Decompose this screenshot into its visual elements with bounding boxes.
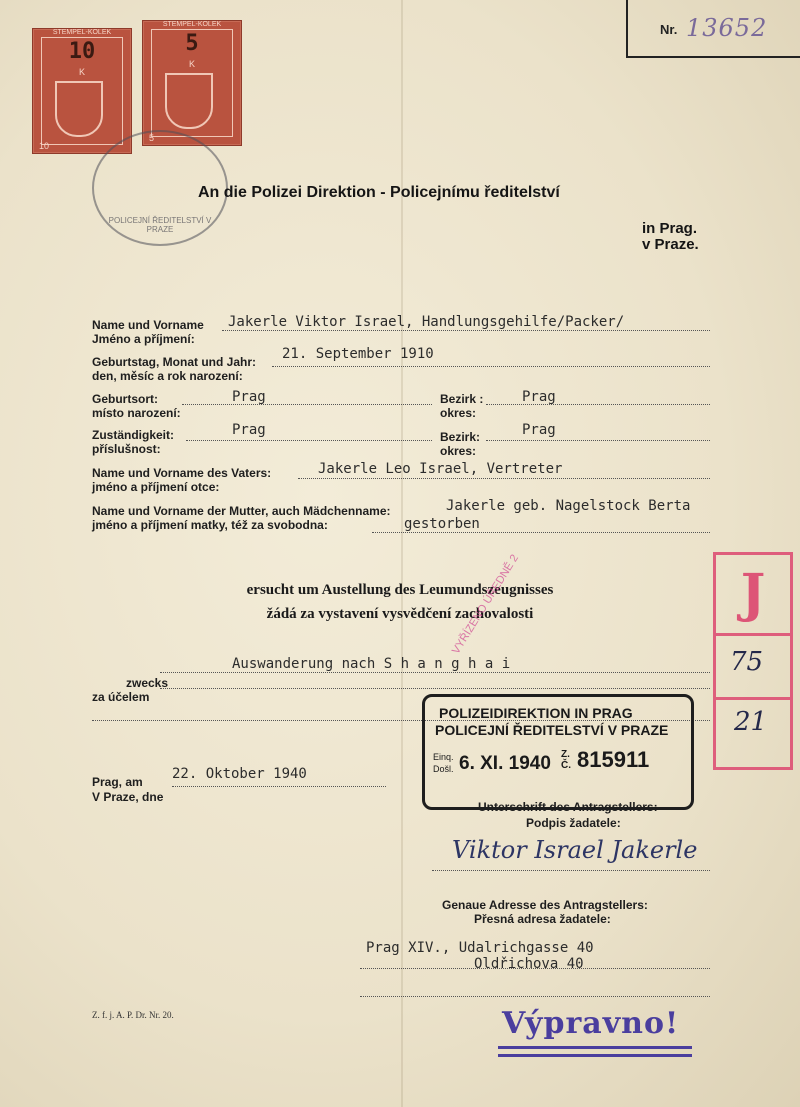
vypravno-stamp: Výpravno! [502,1006,680,1041]
father-label-cz: jméno a příjmení otce: [92,480,220,494]
birthplace-label-de: Geburtsort: [92,392,158,406]
address-line2: Oldřichova 40 [474,956,584,972]
name-value: Jakerle Viktor Israel, Handlungsgehilfe/Packer/ [228,314,625,330]
j-number-2: 21 [734,707,768,737]
date-label-cz: V Praze, dne [92,790,164,804]
domicile-label-cz: příslušnost: [92,442,161,456]
number-value: 13652 [686,14,768,42]
city-cz: v Praze. [642,236,699,253]
j-marking-box [713,552,793,770]
form-number: Z. f. j. A. P. Dr. Nr. 20. [92,1010,174,1020]
address-label-de: Genaue Adresse des Antragstellers: [442,898,648,912]
revenue-stamp-5: STEMPEL-KOLEK 5 K 5 [142,20,242,146]
mother-label-cz: jméno a příjmení matky, též za svobodna: [92,518,328,532]
j-number-1: 75 [730,647,764,677]
mother-value: Jakerle geb. Nagelstock Berta [446,498,691,514]
round-seal: POLICEJNÍ ŘEDITELSTVÍ V PRAZE [92,130,228,246]
vypravno-underline [498,1054,692,1057]
mother-label-de: Name und Vorname der Mutter, auch Mädchenname: [92,504,391,518]
receipt-number: 815911 [577,747,650,772]
birthplace-value: Prag [232,389,266,405]
coat-of-arms-icon [165,73,213,129]
birthdate-value: 21. September 1910 [282,346,434,362]
police-receipt-stamp: POLIZEIDIREKTION IN PRAG POLICEJNÍ ŘEDITELSTVÍ V PRAZE Einq. Došl. 6. XI. 1940 Z. Č. 815911 [422,694,694,810]
father-label-de: Name und Vorname des Vaters: [92,466,272,480]
coat-of-arms-icon [55,81,103,137]
stamp-value: 10 [68,39,96,64]
name-label-cz: Jméno a příjmení: [92,332,195,346]
father-value: Jakerle Leo Israel, Vertreter [318,461,563,477]
j-letter: J [716,555,790,636]
city-de: in Prag. [642,220,698,237]
request-cz: žádá za vystavení vysvědčení zachovalosti [266,606,534,622]
signature-label-de: Unterschrift des Antragstellers: [478,800,658,814]
birthplace-label-cz: místo narození: [92,406,181,420]
purpose-label-cz: za účelem [92,690,150,704]
district-label-de: Bezirk : [440,392,484,406]
district-label-cz: okres: [440,406,477,420]
address-line1: Prag XIV., Udalrichgasse 40 [366,940,594,956]
district2-label-cz: okres: [440,444,477,458]
domicile-label-de: Zuständigkeit: [92,428,175,442]
signature-label-cz: Podpis žadatele: [526,816,621,830]
purpose-value: Auswanderung nach S h a n g h a i [232,656,511,672]
name-label-de: Name und Vorname [92,318,204,332]
vypravno-underline [498,1046,692,1049]
diagonal-stamp: VYŘÍZENO ÚŘEDNĚ 2 [450,552,522,657]
birthdate-label-cz: den, měsíc a rok narození: [92,369,243,383]
birth-district-value: Prag [522,389,556,405]
request-de: ersucht um Austellung des Leumundszeugnisses [246,582,554,598]
date-label-de: Prag, am [92,775,143,789]
addressee-heading: An die Polizei Direktion - Policejnímu ředitelství [198,184,560,201]
signature-value: Viktor Israel Jakerle [452,836,698,864]
mother-note: gestorben [404,516,480,532]
address-label-cz: Přesná adresa žadatele: [474,912,611,926]
birthdate-label-de: Geburtstag, Monat und Jahr: [92,355,257,369]
revenue-stamp-10: STEMPEL-KOLEK 10 K 10 [32,28,132,154]
number-label: Nr. [660,22,678,37]
receipt-date: 6. XI. 1940 [459,753,551,774]
purpose-label-de: zwecks [126,676,169,690]
domicile-value: Prag [232,422,266,438]
domicile-district-value: Prag [522,422,556,438]
stamp-value: 5 [185,31,199,56]
date-value: 22. Oktober 1940 [172,766,307,782]
district2-label-de: Bezirk: [440,430,481,444]
